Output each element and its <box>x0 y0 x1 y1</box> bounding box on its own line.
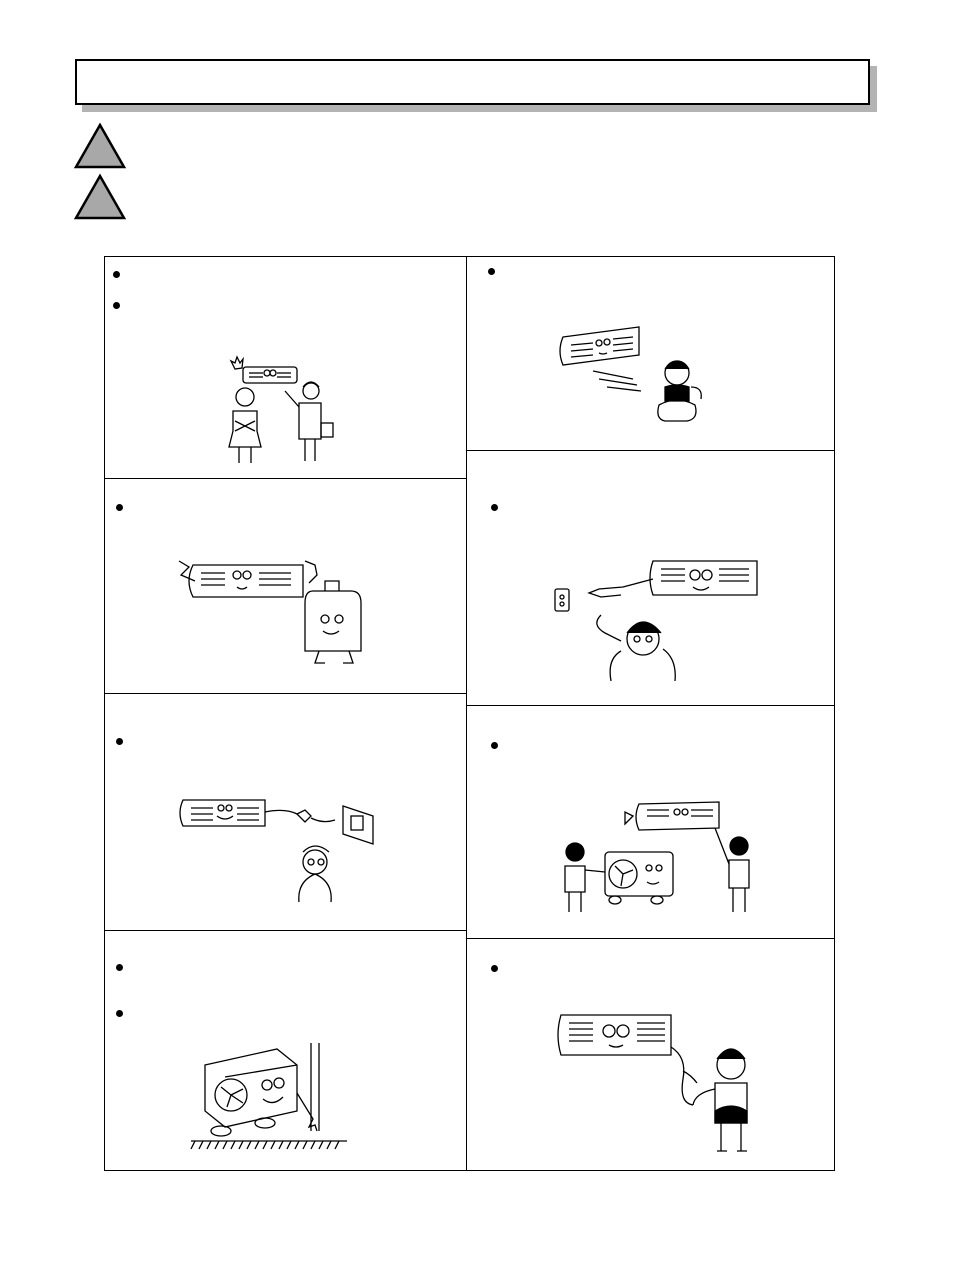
bullet-dot <box>113 271 120 278</box>
bullet-dot <box>116 1010 123 1017</box>
bullet-dot <box>491 742 498 749</box>
panel-grounding-outdoor-unit <box>104 930 467 1171</box>
bullet-dot <box>491 504 498 511</box>
plug-box-illustration <box>175 792 395 912</box>
bullet-dot <box>488 268 495 275</box>
warning-triangle-icon <box>73 122 127 170</box>
chilled-person-illustration <box>553 321 733 433</box>
power-cord-illustration <box>553 1011 763 1161</box>
gas-cylinder-illustration <box>173 551 383 671</box>
children-units-illustration <box>553 794 763 922</box>
bullet-dot <box>113 302 120 309</box>
panel-avoid-direct-cold-air <box>466 256 835 451</box>
outdoor-unit-illustration <box>187 1043 357 1155</box>
panel-install-by-qualified-persons <box>104 256 467 479</box>
installer-illustration <box>215 349 345 467</box>
warning-triangle-icon <box>73 173 127 221</box>
bullet-dot <box>116 964 123 971</box>
panel-do-not-touch-plug-wet-hands <box>466 450 835 706</box>
panel-do-not-pull-cord <box>466 938 835 1171</box>
section-title-box <box>75 59 870 105</box>
outlet-pointing-illustration <box>551 557 771 681</box>
panel-do-not-insert-objects <box>466 705 835 939</box>
bullet-dot <box>491 965 498 972</box>
bullet-dot <box>116 738 123 745</box>
bullet-dot <box>116 504 123 511</box>
panel-keep-away-from-gas <box>104 478 467 694</box>
panel-use-dedicated-circuit <box>104 693 467 931</box>
